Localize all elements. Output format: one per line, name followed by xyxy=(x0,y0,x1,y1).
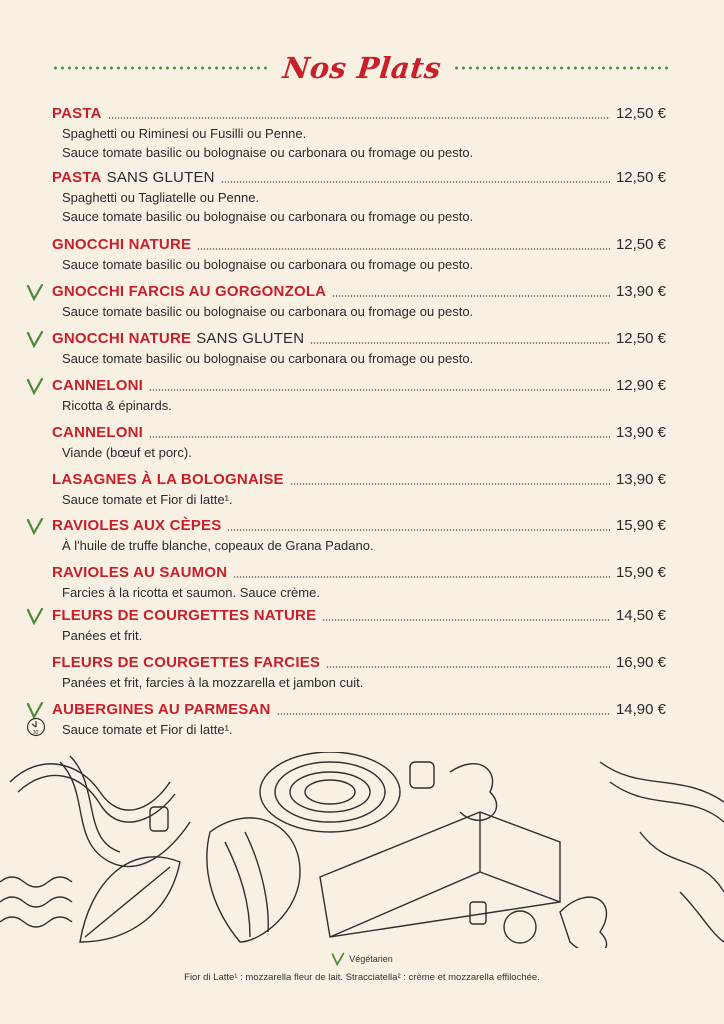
menu-item-line xyxy=(52,562,666,582)
menu-header xyxy=(52,48,672,88)
menu-item-price: 14,90 € xyxy=(615,701,666,718)
menu-item-price: 14,50 € xyxy=(615,607,666,624)
dotted-leader xyxy=(197,248,610,250)
menu-item-name: GNOCCHI FARCIS AU GORGONZOLA xyxy=(52,283,327,300)
description-line: Panées et frit, farcies à la mozzarella et jambon cuit. xyxy=(62,675,364,690)
menu-item-line xyxy=(52,515,666,535)
menu-item-line xyxy=(52,281,666,301)
vegetarian-icon xyxy=(26,517,44,535)
menu-item-name: CANNELONI xyxy=(52,424,143,441)
menu-item-description xyxy=(62,302,662,321)
clock-label: 30' xyxy=(32,730,40,736)
menu-item-line xyxy=(52,167,666,187)
menu-item-name: RAVIOLES AU SAUMON xyxy=(52,564,228,581)
description-line: Spaghetti ou Riminesi ou Fusilli ou Penne. xyxy=(62,126,307,141)
description-line: Farcies à la ricotta et saumon. Sauce crème. xyxy=(62,585,320,600)
vegetarian-icon xyxy=(26,283,44,301)
clock-icon xyxy=(26,716,46,738)
description-line: Sauce tomate et Fior di latte¹. xyxy=(62,722,233,737)
menu-item-line xyxy=(52,328,666,348)
description-line: Ricotta & épinards. xyxy=(62,398,172,413)
menu-item-line xyxy=(52,699,666,719)
menu-item-description xyxy=(62,255,662,274)
dotted-leader xyxy=(149,389,610,391)
footnote: Fior di Latte¹ : mozzarella fleur de lait. Stracciatella² : crème et mozzarella effilochée. xyxy=(184,972,540,983)
menu-item-price: 15,90 € xyxy=(615,517,666,534)
menu-item-name: AUBERGINES AU PARMESAN xyxy=(52,701,271,718)
menu-item-name: PASTA xyxy=(52,105,102,122)
menu-item-description xyxy=(62,673,662,692)
menu-item-price: 12,50 € xyxy=(615,105,666,122)
menu-item-line xyxy=(52,103,666,123)
legend-veg-label: Végétarien xyxy=(349,954,393,964)
menu-item-price: 13,90 € xyxy=(615,471,666,488)
menu-item-line xyxy=(52,652,666,672)
menu-item-name: PASTA xyxy=(52,169,102,186)
menu-item-name: LASAGNES À LA BOLOGNAISE xyxy=(52,471,284,488)
header-dots-right xyxy=(453,66,672,70)
menu-item-name: FLEURS DE COURGETTES NATURE xyxy=(52,607,317,624)
menu-item-price: 13,90 € xyxy=(615,283,666,300)
description-line: Sauce tomate et Fior di latte¹. xyxy=(62,492,233,507)
menu-item-description xyxy=(62,443,662,462)
header-dots-left xyxy=(52,66,271,70)
dotted-leader xyxy=(227,529,609,531)
menu-item-name: FLEURS DE COURGETTES FARCIES xyxy=(52,654,321,671)
vegetarian-icon xyxy=(331,952,345,966)
description-line: Spaghetti ou Tagliatelle ou Penne. xyxy=(62,190,260,205)
menu-item-price: 12,50 € xyxy=(615,236,666,253)
description-line: Sauce tomate basilic ou bolognaise ou carbonara ou fromage ou pesto. xyxy=(62,209,474,224)
menu-item-price: 12,90 € xyxy=(615,377,666,394)
menu-item-name: RAVIOLES AUX CÈPES xyxy=(52,517,222,534)
vegetarian-icon xyxy=(26,330,44,348)
menu-item-price: 12,50 € xyxy=(615,169,666,186)
description-line: Sauce tomate basilic ou bolognaise ou carbonara ou fromage ou pesto. xyxy=(62,257,474,272)
dotted-leader xyxy=(326,666,610,668)
menu-item-name: GNOCCHI NATURE xyxy=(52,236,192,253)
dotted-leader xyxy=(149,436,610,438)
menu-item-description xyxy=(62,188,662,226)
menu-item-description xyxy=(62,626,662,645)
dotted-leader xyxy=(332,295,610,297)
menu-item-description xyxy=(62,720,662,739)
menu-item-description xyxy=(62,349,662,368)
menu-item-price: 12,50 € xyxy=(615,330,666,347)
description-line: Sauce tomate basilic ou bolognaise ou carbonara ou fromage ou pesto. xyxy=(62,351,474,366)
description-line: Sauce tomate basilic ou bolognaise ou carbonara ou fromage ou pesto. xyxy=(62,145,474,160)
vegetarian-icon xyxy=(26,377,44,395)
menu-item-suffix: SANS GLUTEN xyxy=(106,169,215,186)
vegetarian-icon xyxy=(26,607,44,625)
menu-item-line xyxy=(52,375,666,395)
dotted-leader xyxy=(233,576,610,578)
description-line: Viande (bœuf et porc). xyxy=(62,445,192,460)
menu-item-line xyxy=(52,469,666,489)
menu-item-line xyxy=(52,234,666,254)
dotted-leader xyxy=(277,713,610,715)
menu-item-price: 15,90 € xyxy=(615,564,666,581)
menu-item-price: 13,90 € xyxy=(615,424,666,441)
description-line: Panées et frit. xyxy=(62,628,143,643)
description-line: À l'huile de truffe blanche, copeaux de Grana Padano. xyxy=(62,538,374,553)
page-title: Nos Plats xyxy=(281,51,443,85)
dotted-leader xyxy=(108,117,610,119)
menu-item-suffix: SANS GLUTEN xyxy=(196,330,305,347)
description-line: Sauce tomate basilic ou bolognaise ou carbonara ou fromage ou pesto. xyxy=(62,304,474,319)
menu-item-description xyxy=(62,490,662,509)
legend xyxy=(0,952,724,966)
menu-item-line xyxy=(52,422,666,442)
menu-item-name: CANNELONI xyxy=(52,377,143,394)
menu-item-description xyxy=(62,124,662,162)
dotted-leader xyxy=(322,619,610,621)
menu-item-description xyxy=(62,396,662,415)
dotted-leader xyxy=(290,483,610,485)
menu-item-price: 16,90 € xyxy=(615,654,666,671)
menu-item-name: GNOCCHI NATURE xyxy=(52,330,192,347)
dotted-leader xyxy=(310,342,610,344)
menu-item-description xyxy=(62,583,662,602)
pasta-illustration xyxy=(0,752,724,948)
dotted-leader xyxy=(221,181,610,183)
menu-item-line xyxy=(52,605,666,625)
menu-item-description xyxy=(62,536,662,555)
